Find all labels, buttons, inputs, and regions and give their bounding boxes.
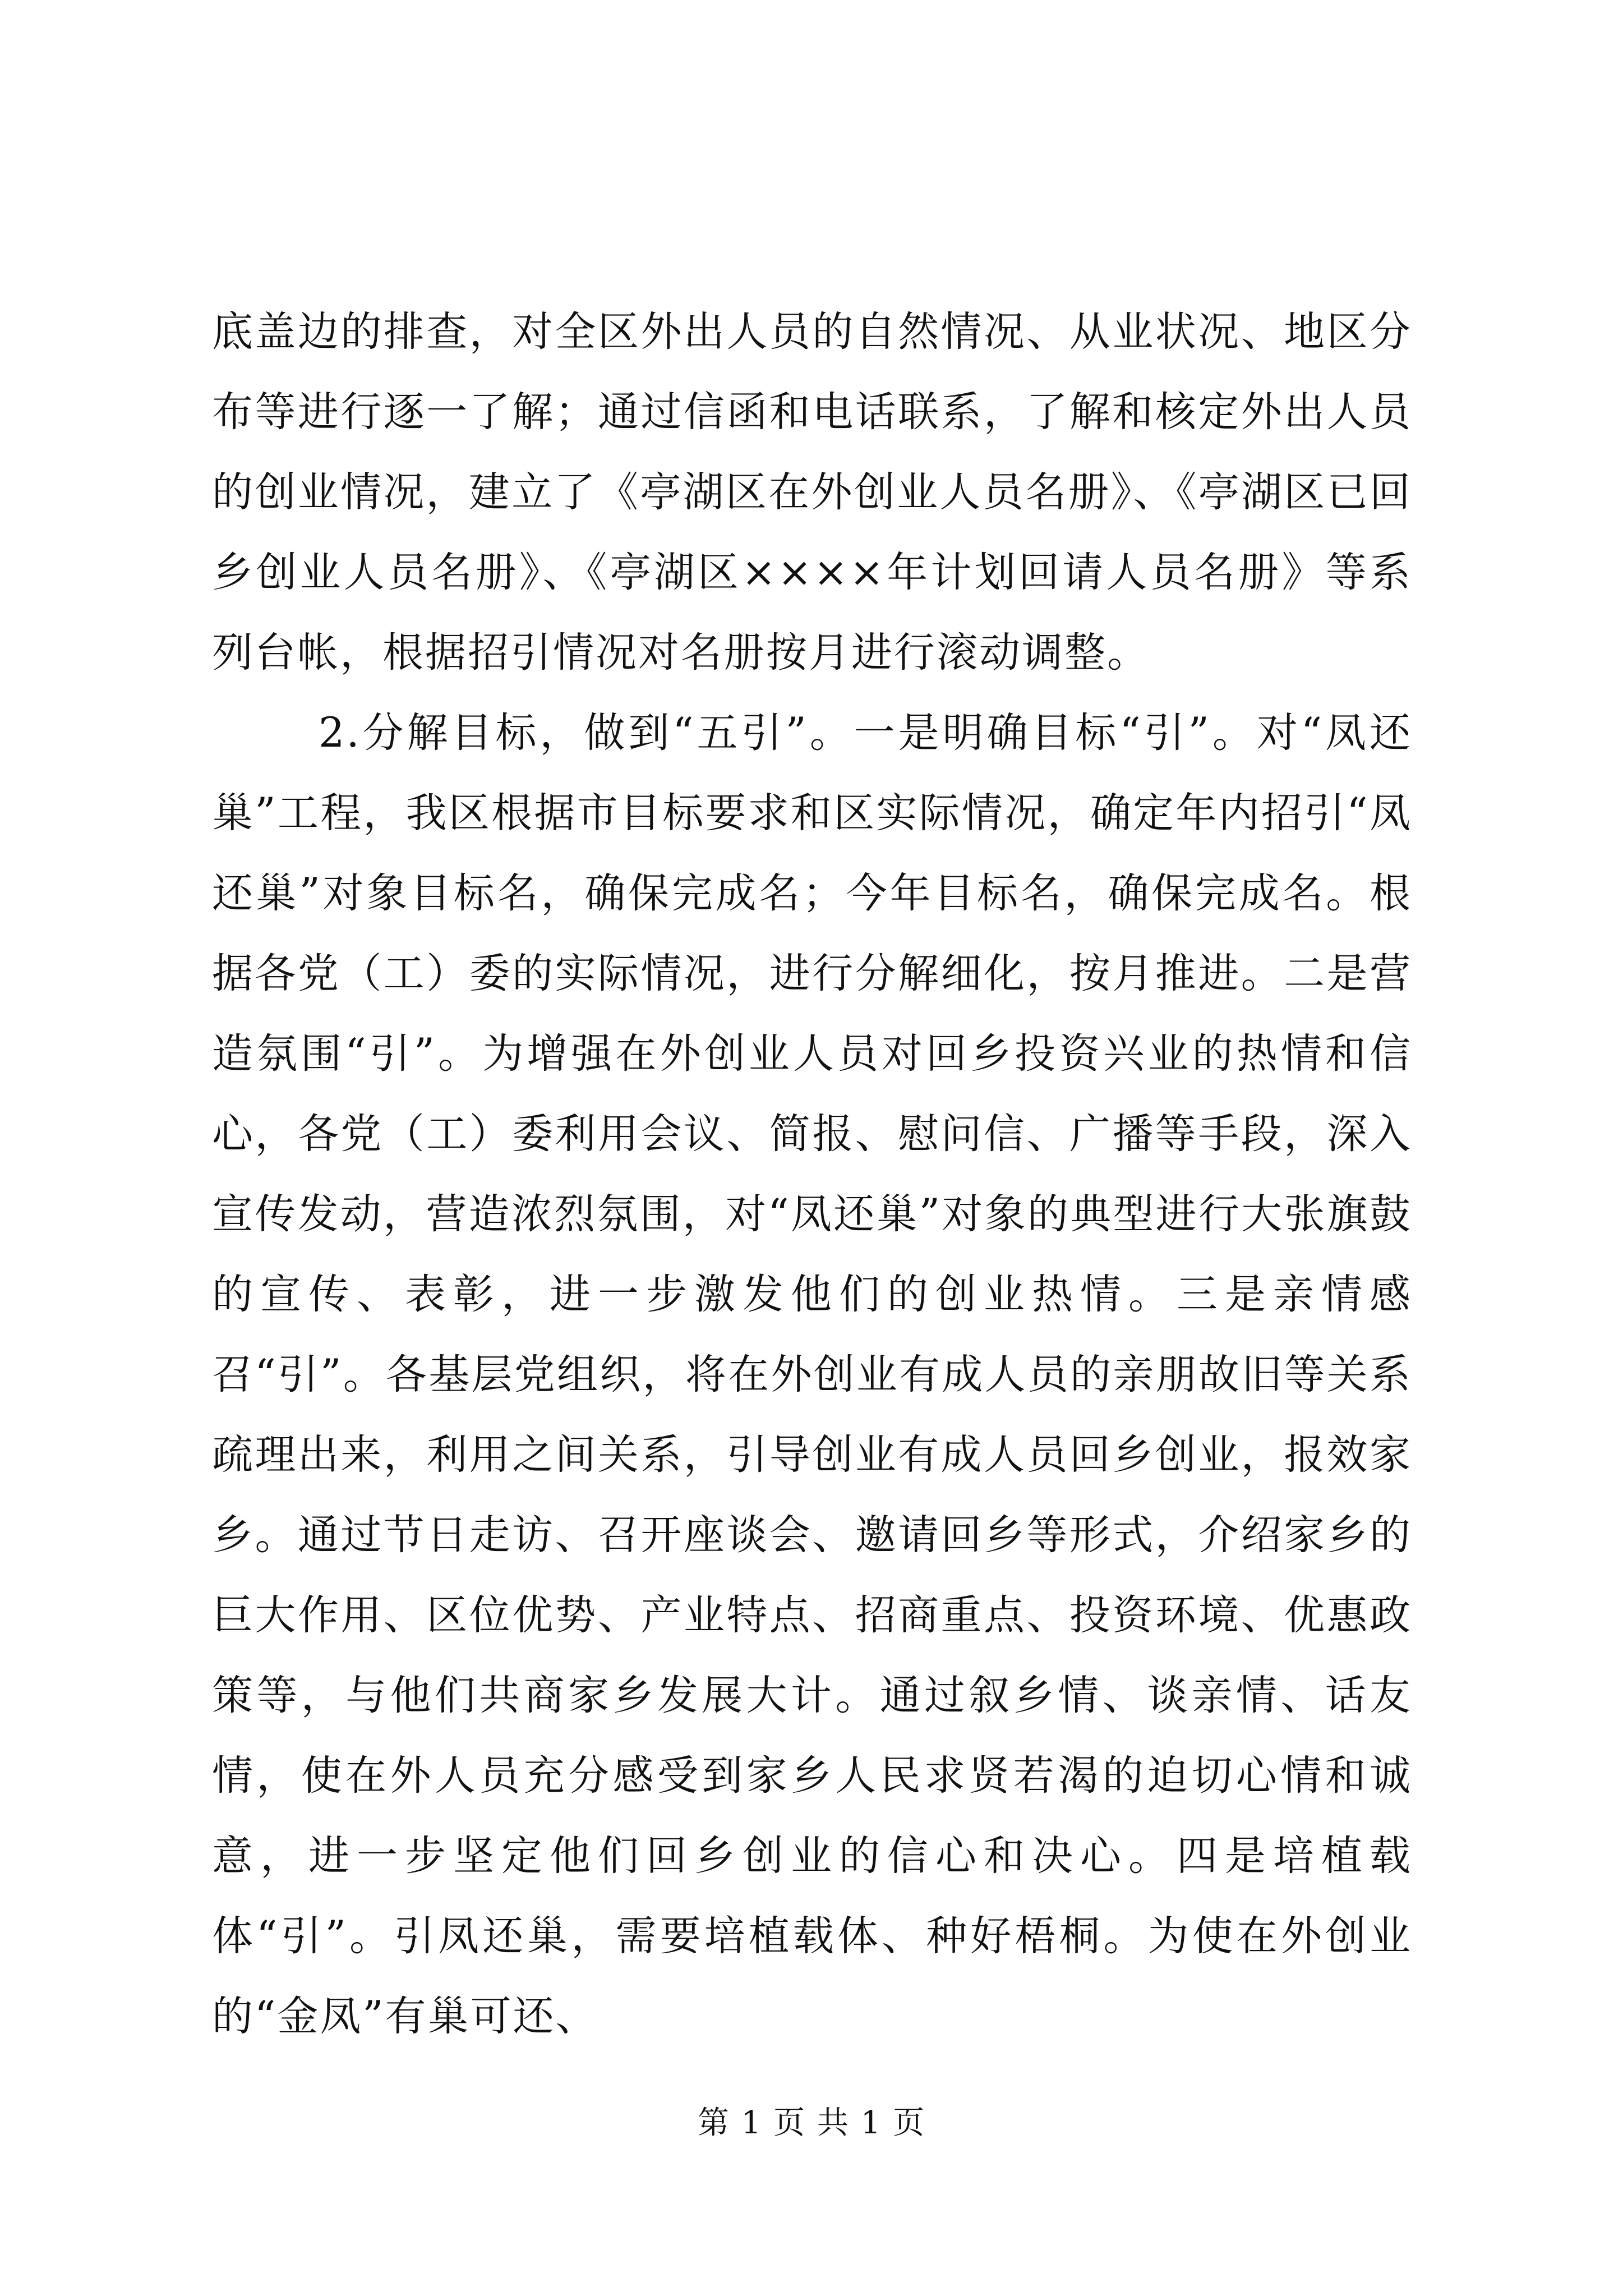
document-body xyxy=(212,292,1412,2056)
paragraph-2: 2.分解目标，做到“五引”。一是明确目标“引”。对“凤还巢”工程，我区根据市目标要求和区实际情况，确定年内招引“凤还巢”对象目标名，确保完成名；今年目标名，确保完成名。根据各党（工）委的实际情况，进行分解细化，按月推进。二是营造氛围“引”。为增强在外创业人员对回乡投资兴业的热情和信心，各党（工）委利用会议、简报、慰问信、广播等手段，深入宣传发动，营造浓烈氛围，对“凤还巢”对象的典型进行大张旗鼓的宣传、表彰，进一步激发他们的创业热情。三是亲情感召“引”。各基层党组织，将在外创业有成人员的亲朋故旧等关系疏理出来，利用之间关系，引导创业有成人员回乡创业，报效家乡。通过节日走访、召开座谈会、邀请回乡等形式，介绍家乡的巨大作用、区位优势、产业特点、招商重点、投资环境、优惠政策等，与他们共商家乡发展大计。通过叙乡情、谈亲情、话友情，使在外人员充分感受到家乡人民求贤若渴的迫切心情和诚意，进一步坚定他们回乡创业的信心和决心。四是培植载体“引”。引凤还巢，需要培植载体、种好梧桐。为使在外创业的“金凤”有巢可还、 xyxy=(212,709,1412,2040)
page-number-footer: 第 1 页 共 1 页 xyxy=(697,2105,926,2141)
paragraph-1: 底盖边的排查，对全区外出人员的自然情况、从业状况、地区分布等进行逐一了解；通过信函和电话联系，了解和核定外出人员的创业情况，建立了《亭湖区在外创业人员名册》、《亭湖区已回乡创业人员名册》、《亭湖区××××年计划回请人员名册》等系列台帐，根据招引情况对名册按月进行滚动调整。 xyxy=(212,308,1412,677)
